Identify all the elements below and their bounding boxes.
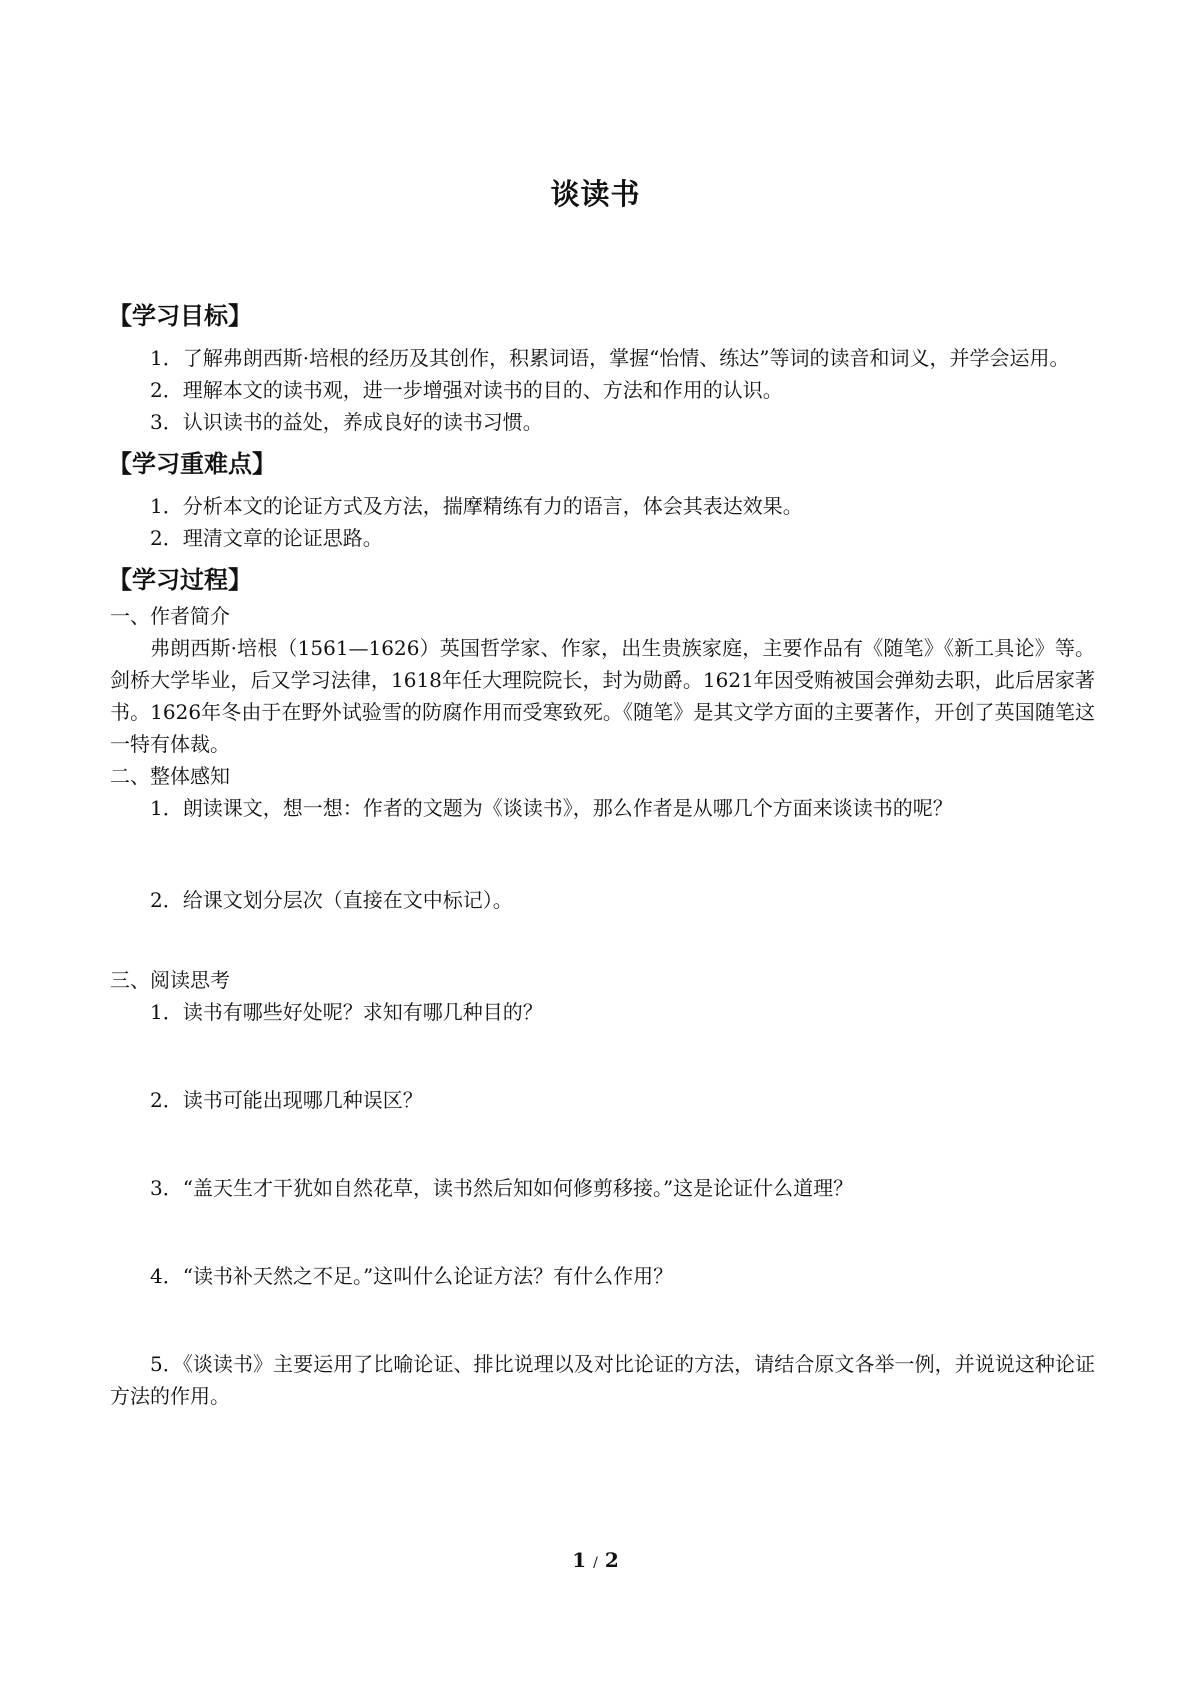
key-point-item-2: 2．理清文章的论证思路。 <box>150 526 383 550</box>
page-number <box>0 1548 1191 1572</box>
goal-item-1: 1．了解弗朗西斯·培根的经历及其创作，积累词语，掌握“怡情、练达”等词的读音和词义，并学会运用。 <box>150 346 1070 370</box>
document-title: 谈读书 <box>550 177 641 211</box>
reading-question-3: 3．“盖天生才干犹如自然花草，读书然后知如何修剪移接。”这是论证什么道理？ <box>150 1176 854 1200</box>
reading-question-5: 5．《谈读书》主要运用了比喻论证、排比说理以及对比论证的方法，请结合原文各举一例，并说说这种论证方法的作用。 <box>110 1352 1095 1408</box>
subsection-reading-title: 三、阅读思考 <box>110 968 230 992</box>
reading-question-1: 1．读书有哪些好处呢？求知有哪几种目的？ <box>150 1000 543 1024</box>
section-heading-process: 【学习过程】 <box>108 566 252 594</box>
key-point-item-1: 1．分析本文的论证方式及方法，揣摩精练有力的语言，体会其表达效果。 <box>150 494 803 518</box>
section-heading-key-points: 【学习重难点】 <box>108 450 276 478</box>
section-heading-goals: 【学习目标】 <box>108 302 252 330</box>
page-number-total: 2 <box>604 1548 619 1572</box>
document-body <box>110 296 1095 1412</box>
overview-question-2: 2．给课文划分层次（直接在文中标记）。 <box>150 888 513 912</box>
goal-item-3: 3．认识读书的益处，养成良好的读书习惯。 <box>150 410 543 434</box>
overview-question-1: 1．朗读课文，想一想：作者的文题为《谈读书》，那么作者是从哪几个方面来谈读书的呢？ <box>150 796 953 820</box>
author-intro-text: 弗朗西斯·培根（1561—1626）英国哲学家、作家，出生贵族家庭，主要作品有《随笔》《新工具论》等。剑桥大学毕业，后又学习法律，1618年任大理院院长，封为勋爵。1621年因受贿被国会弹劾去职，此后居家著书。1626年冬由于在野外试验雪的防腐作用而受寒致死。《随笔》是其文学方面的主要著作，开创了英国随笔这一特有体裁。 <box>110 636 1095 756</box>
goal-item-2: 2．理解本文的读书观，进一步增强对读书的目的、方法和作用的认识。 <box>150 378 783 402</box>
subsection-overview-title: 二、整体感知 <box>110 764 230 788</box>
reading-question-4: 4．“读书补天然之不足。”这叫什么论证方法？有什么作用？ <box>150 1264 674 1288</box>
page-number-current: 1 <box>572 1548 587 1572</box>
page-number-separator: / <box>593 1555 598 1571</box>
subsection-author-intro-title: 一、作者简介 <box>110 604 230 628</box>
reading-question-2: 2．读书可能出现哪几种误区？ <box>150 1088 423 1112</box>
